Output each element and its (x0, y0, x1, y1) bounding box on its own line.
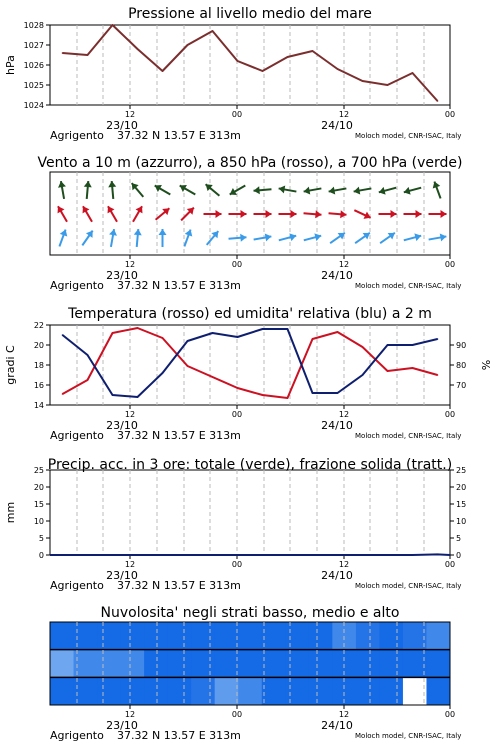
wind-10m-arrow (207, 231, 219, 245)
humidity-line-point (137, 396, 139, 398)
x-tick-label: 12 (338, 560, 350, 569)
y-tick-label: 1024 (23, 101, 44, 110)
wind-850-arrow (156, 208, 170, 220)
wind-700-arrow (84, 181, 92, 199)
x-tick-label: 00 (231, 110, 243, 119)
cloud-cell (191, 650, 215, 678)
y-tick-label: 1027 (23, 41, 44, 50)
x-tick-label: 00 (231, 710, 243, 719)
wind-850-arrow (379, 210, 397, 218)
x-tick-label: 12 (124, 710, 136, 719)
pressure-line-point (312, 50, 314, 52)
x-tick-label: 12 (338, 110, 350, 119)
x-tick-label: 12 (124, 110, 136, 119)
y-tick-label: 20 (33, 483, 44, 492)
wind-850-arrow (304, 210, 322, 218)
temperature-line-point (337, 331, 339, 333)
x-tick-label: 00 (231, 560, 243, 569)
credit-label: Moloch model, CNR-ISAC, Italy (355, 132, 462, 140)
wind-10m-arrow (330, 233, 345, 243)
wind-850-arrow (83, 206, 92, 222)
date-label: 23/10 (106, 119, 138, 132)
date-label: 24/10 (321, 119, 353, 132)
x-tick-label: 12 (124, 260, 136, 269)
pressure-line-point (287, 56, 289, 58)
cloud-cell (215, 650, 239, 678)
y-axis-label: mm (4, 501, 17, 524)
wind-850-arrow (133, 206, 142, 222)
chart-title: Precip. acc. in 3 ore: totale (verde), frazione solida (tratt.) (47, 457, 453, 473)
humidity-line-point (387, 344, 389, 346)
precip-line (50, 554, 450, 555)
wind-700-arrow (132, 183, 144, 197)
temperature-line-point (412, 367, 414, 369)
cloud-cell (285, 677, 309, 705)
wind-700-arrow (404, 187, 421, 195)
wind-10m-arrow (134, 229, 142, 247)
chart-title: Temperatura (rosso) ed umidita' relativa (blu) a 2 m (68, 306, 432, 322)
arrow-head (391, 210, 397, 218)
temperature-line-point (187, 365, 189, 367)
arrow-head (241, 210, 247, 218)
location-label: Agrigento (50, 729, 104, 742)
y-axis-label-right: % (480, 359, 493, 371)
arrow-head (291, 210, 297, 218)
cloud-cell (285, 650, 309, 678)
cloud-cell (121, 622, 145, 650)
cloud-cell (50, 650, 74, 678)
arrow-head (266, 210, 272, 218)
y-tick-label: 20 (33, 341, 44, 350)
temperature-line-point (112, 332, 114, 334)
pressure-line-point (262, 70, 264, 72)
humidity-line-point (162, 372, 164, 374)
wind-10m-arrow (279, 233, 296, 241)
cloud-cell (403, 677, 427, 705)
wind-700-arrow (108, 181, 116, 199)
pressure-line-point (87, 54, 89, 56)
cloud-cell (121, 677, 145, 705)
x-tick-label: 00 (444, 560, 456, 569)
temperature-line-point (387, 370, 389, 372)
cloud-cell (238, 677, 262, 705)
cloud-cell (168, 622, 192, 650)
y-tick-label-right: 5 (456, 534, 462, 543)
cloud-cell (238, 622, 262, 650)
cloud-cell (262, 650, 286, 678)
wind-850-arrow (108, 206, 117, 222)
arrow-head (340, 210, 346, 218)
y-tick-label-right: 20 (456, 483, 467, 492)
date-label: 23/10 (106, 569, 138, 582)
cloud-cell (379, 622, 403, 650)
date-label: 23/10 (106, 719, 138, 732)
wind-10m-arrow (380, 233, 395, 243)
x-tick-label: 00 (231, 410, 243, 419)
wind-10m-arrow (429, 234, 447, 242)
pressure-line-point (337, 68, 339, 70)
cloud-cell (191, 677, 215, 705)
y-tick-label-right: 0 (456, 551, 462, 560)
location-label: Agrigento (50, 579, 104, 592)
temperature-line-point (437, 374, 439, 376)
y-tick-label-right: 15 (456, 500, 467, 509)
cloud-cell (121, 650, 145, 678)
y-tick-label: 16 (33, 381, 44, 390)
arrow-head (441, 210, 447, 218)
x-tick-label: 00 (444, 710, 456, 719)
coords-label: 37.32 N 13.57 E 313m (117, 129, 241, 142)
y-tick-label: 25 (33, 466, 44, 475)
date-label: 24/10 (321, 719, 353, 732)
y-tick-label: 5 (38, 534, 44, 543)
y-tick-label: 14 (33, 401, 44, 410)
arrow-head (254, 186, 260, 194)
cloud-cell (309, 677, 333, 705)
credit-label: Moloch model, CNR-ISAC, Italy (355, 282, 462, 290)
arrow-head (108, 181, 116, 187)
temperature-line-point (162, 337, 164, 339)
cloud-cell (356, 622, 380, 650)
cloud-cell (426, 650, 450, 678)
arrow-head (159, 229, 167, 235)
cloud-cell (168, 677, 192, 705)
chart-title: Vento a 10 m (azzurro), a 850 hPa (rosso), a 700 hPa (verde) (37, 155, 463, 171)
wind-700-arrow (206, 184, 220, 196)
chart-title: Pressione al livello medio del mare (128, 6, 372, 22)
humidity-line-point (87, 354, 89, 356)
humidity-line-point (362, 374, 364, 376)
cloud-cell (426, 622, 450, 650)
cloud-cell (238, 650, 262, 678)
humidity-line-point (187, 340, 189, 342)
coords-label: 37.32 N 13.57 E 313m (117, 729, 241, 742)
wind-10m-arrow (82, 231, 92, 246)
cloud-cell (215, 677, 239, 705)
pressure-line-point (62, 52, 64, 54)
cloud-cell (403, 650, 427, 678)
pressure-line-point (437, 100, 439, 102)
x-tick-label: 00 (444, 110, 456, 119)
cloud-cell (191, 622, 215, 650)
wind-850-arrow (279, 210, 297, 218)
coords-label: 37.32 N 13.57 E 313m (117, 429, 241, 442)
coords-label: 37.32 N 13.57 E 313m (117, 279, 241, 292)
wind-10m-arrow (184, 230, 192, 247)
wind-850-arrow (181, 208, 194, 221)
y-tick-label: 15 (33, 500, 44, 509)
credit-label: Moloch model, CNR-ISAC, Italy (355, 582, 462, 590)
y-axis-label: hPa (4, 55, 17, 75)
pressure-line-point (362, 80, 364, 82)
date-label: 23/10 (106, 419, 138, 432)
temperature-line-point (62, 393, 64, 395)
cloud-cell (309, 650, 333, 678)
x-tick-label: 00 (444, 260, 456, 269)
y-tick-label: 18 (33, 361, 44, 370)
cloud-cell (309, 622, 333, 650)
arrow-head (240, 234, 246, 242)
wind-10m-arrow (404, 233, 421, 241)
temperature-line-point (312, 338, 314, 340)
x-tick-label: 12 (338, 260, 350, 269)
humidity-line-point (212, 332, 214, 334)
temperature-line-point (287, 397, 289, 399)
temperature-line-point (137, 327, 139, 329)
wind-850-arrow (404, 210, 422, 218)
humidity-line-point (437, 338, 439, 340)
humidity-line-point (62, 334, 64, 336)
wind-700-arrow (304, 187, 322, 195)
y-tick-label-right: 10 (456, 517, 467, 526)
wind-850-arrow (204, 210, 222, 218)
location-label: Agrigento (50, 129, 104, 142)
temperature-line-point (362, 346, 364, 348)
wind-10m-arrow (304, 233, 321, 241)
pressure-line-point (387, 84, 389, 86)
y-axis-label: gradi C (4, 345, 17, 385)
cloud-cell (168, 650, 192, 678)
cloud-cell (97, 622, 121, 650)
cloud-cell (215, 622, 239, 650)
pressure-line-point (412, 72, 414, 74)
date-label: 24/10 (321, 419, 353, 432)
wind-10m-arrow (229, 234, 247, 242)
temperature-line (63, 328, 438, 398)
wind-850-arrow (58, 206, 67, 222)
wind-700-arrow (379, 187, 396, 195)
wind-700-arrow (433, 182, 441, 199)
temperature-line-point (237, 387, 239, 389)
pressure-line-point (162, 70, 164, 72)
humidity-line-point (287, 328, 289, 330)
cloud-cell (356, 677, 380, 705)
humidity-line-point (412, 344, 414, 346)
x-tick-label: 00 (231, 260, 243, 269)
wind-10m-arrow (109, 229, 117, 247)
pressure-line-point (187, 44, 189, 46)
wind-10m-arrow (59, 230, 67, 247)
credit-label: Moloch model, CNR-ISAC, Italy (355, 432, 462, 440)
y-tick-label: 0 (38, 551, 44, 560)
wind-700-arrow (279, 186, 297, 194)
cloud-cell (426, 677, 450, 705)
temperature-line-point (212, 376, 214, 378)
pressure-line-point (237, 60, 239, 62)
pressure-line-point (137, 48, 139, 50)
wind-10m-arrow (355, 233, 370, 243)
date-label: 23/10 (106, 269, 138, 282)
pressure-line-point (112, 24, 114, 26)
wind-700-arrow (58, 181, 66, 199)
y-tick-label-right: 25 (456, 466, 467, 475)
humidity-line-point (262, 328, 264, 330)
cloud-cell (262, 677, 286, 705)
plot-frame (50, 470, 450, 555)
pressure-line (63, 25, 438, 101)
y-tick-label: 22 (33, 321, 44, 330)
cloud-cell (144, 677, 168, 705)
arrow-head (216, 210, 222, 218)
x-tick-label: 12 (338, 410, 350, 419)
y-tick-label: 10 (33, 517, 44, 526)
coords-label: 37.32 N 13.57 E 313m (117, 579, 241, 592)
cloud-cell (356, 650, 380, 678)
y-tick-label: 1025 (23, 81, 44, 90)
credit-label: Moloch model, CNR-ISAC, Italy (355, 732, 462, 740)
humidity-line-point (112, 394, 114, 396)
cloud-cell (262, 622, 286, 650)
wind-850-arrow (429, 210, 447, 218)
cloud-cell (144, 650, 168, 678)
arrow-head (134, 229, 142, 235)
wind-850-arrow (254, 210, 272, 218)
cloud-cell (97, 650, 121, 678)
arrow-head (84, 181, 92, 187)
cloud-cell (379, 650, 403, 678)
humidity-line-point (237, 336, 239, 338)
temperature-line-point (87, 379, 89, 381)
humidity-line-point (337, 392, 339, 394)
humidity-line (63, 329, 438, 397)
arrow-head (416, 210, 422, 218)
wind-700-arrow (354, 187, 372, 195)
chart-title: Nuvolosita' negli strati basso, medio e alto (100, 605, 400, 621)
cloud-cell (50, 677, 74, 705)
y-tick-label-right: 70 (456, 381, 467, 390)
cloud-cell (285, 622, 309, 650)
pressure-line-point (212, 30, 214, 32)
y-tick-label-right: 80 (456, 361, 467, 370)
temperature-line-point (262, 394, 264, 396)
date-label: 24/10 (321, 569, 353, 582)
arrow-head (315, 210, 321, 218)
cloud-cell (379, 677, 403, 705)
y-tick-label: 1026 (23, 61, 44, 70)
cloud-cell (144, 622, 168, 650)
cloud-cell (97, 677, 121, 705)
wind-10m-arrow (159, 229, 167, 247)
wind-850-arrow (354, 210, 370, 219)
x-tick-label: 12 (124, 560, 136, 569)
x-tick-label: 12 (338, 710, 350, 719)
date-label: 24/10 (321, 269, 353, 282)
cloud-cell (50, 622, 74, 650)
y-tick-label: 1028 (23, 21, 44, 30)
location-label: Agrigento (50, 429, 104, 442)
x-tick-label: 00 (444, 410, 456, 419)
wind-700-arrow (180, 185, 196, 194)
wind-10m-arrow (254, 234, 272, 242)
location-label: Agrigento (50, 279, 104, 292)
humidity-line-point (312, 392, 314, 394)
cloud-cell (403, 622, 427, 650)
wind-700-arrow (254, 186, 272, 194)
x-tick-label: 12 (124, 410, 136, 419)
y-tick-label-right: 90 (456, 341, 467, 350)
